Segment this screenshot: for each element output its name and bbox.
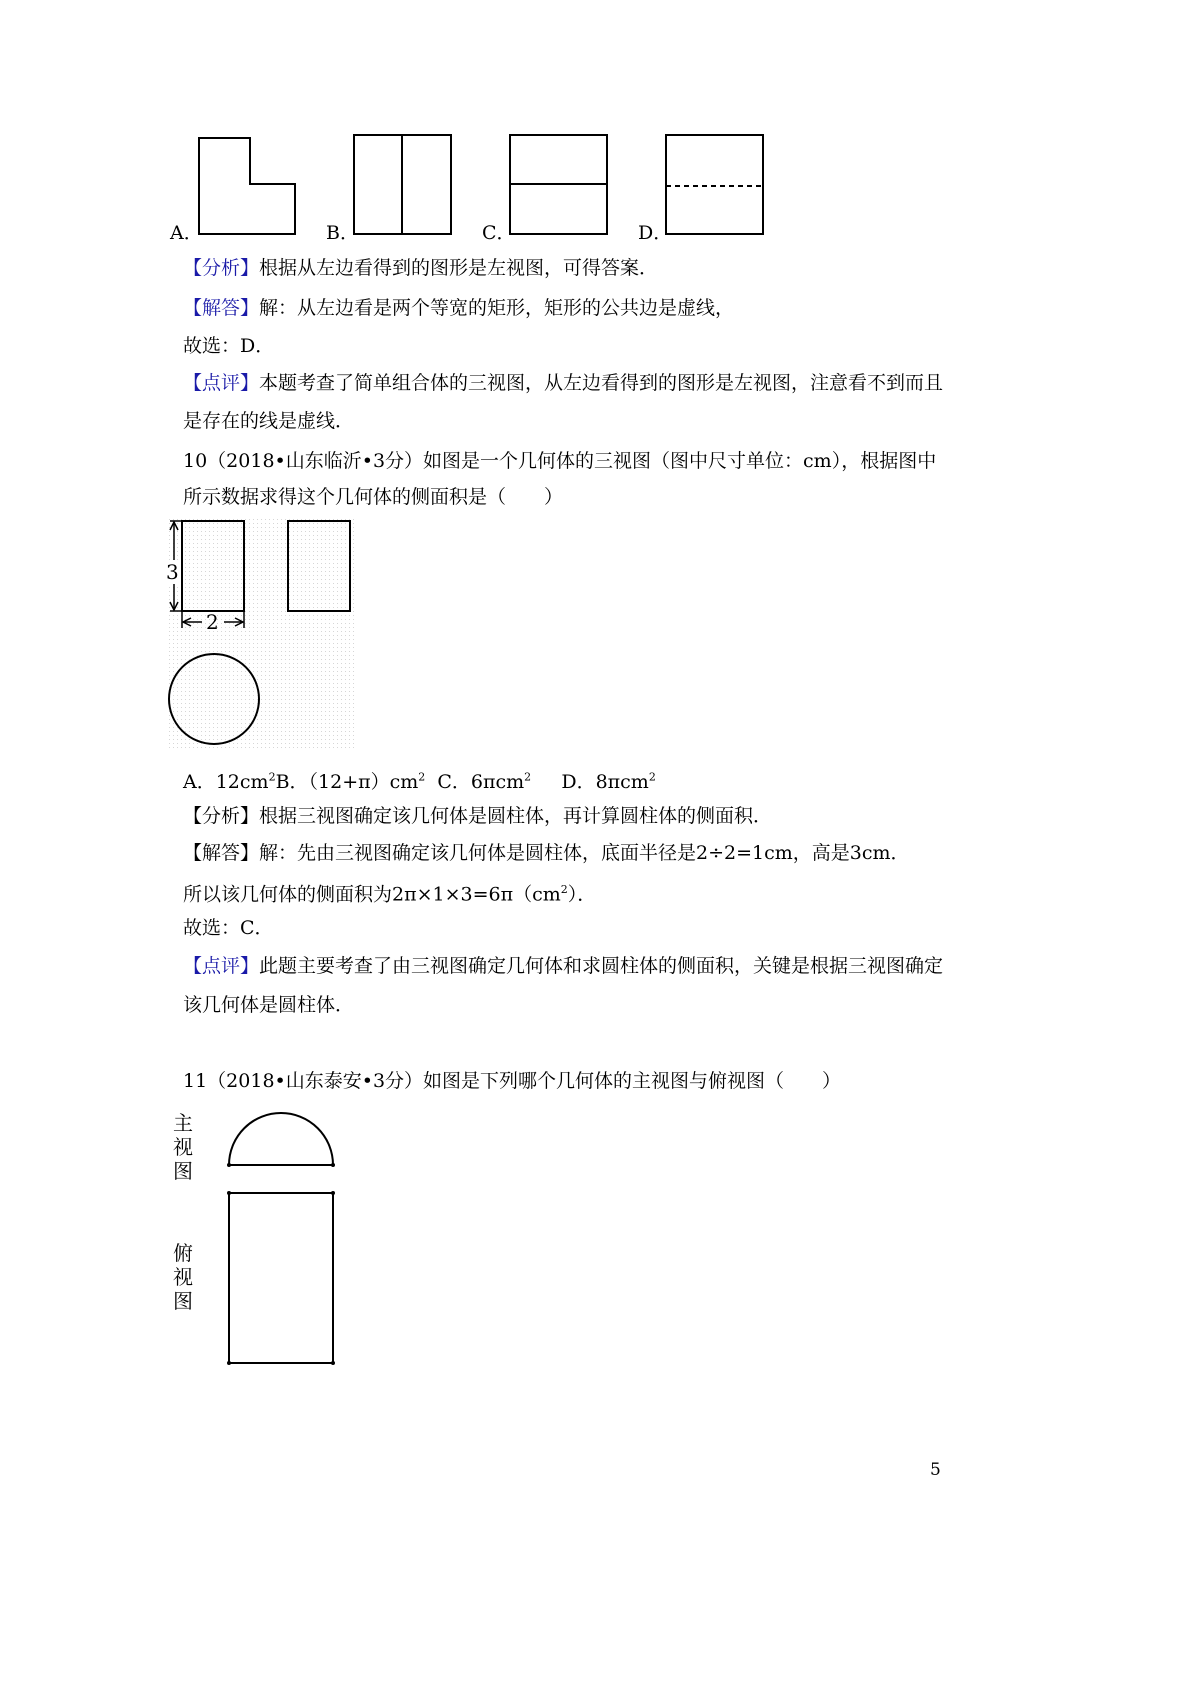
q11-view-figure: [220, 1105, 345, 1375]
main-view-label: 主 视 图: [173, 1111, 193, 1183]
comment-tag: 【点评】: [183, 372, 260, 394]
q10-stem-line2: 所示数据求得这个几何体的侧面积是（ ）: [183, 486, 564, 508]
answer-tag: 【解答】: [183, 297, 260, 319]
q9-choice: 故选：D．: [183, 335, 275, 357]
q10-option-b: B．$(12+\pi)cm^2$: [275, 771, 426, 794]
dim-width-label: 2: [206, 610, 219, 634]
q9-comment-cont: 是存在的线是虚线．: [183, 410, 355, 432]
comment-tag: 【点评】: [183, 955, 260, 977]
option-a-l-shape: [199, 138, 295, 234]
option-d-label: D．: [638, 222, 673, 244]
option-b-label: B．: [326, 222, 359, 244]
analysis-text: 根据三视图确定该几何体是圆柱体，再计算圆柱体的侧面积．: [259, 805, 773, 827]
q9-comment: [183, 370, 943, 396]
comment-text: 本题考查了简单组合体的三视图，从左边看得到的图形是左视图，注意看不到而且: [259, 372, 944, 394]
analysis-tag: 【分析】: [183, 257, 260, 279]
q10-three-view-figure: [168, 518, 358, 753]
analysis-text: 根据从左边看得到的图形是左视图，可得答案．: [259, 257, 659, 279]
q10-comment: [183, 953, 943, 979]
top-view-label: 俯 视 图: [173, 1241, 193, 1313]
q10-choice: 故选：C．: [183, 917, 274, 939]
q9-answer: [183, 295, 734, 321]
dim-height-label: 3: [166, 560, 179, 584]
option-d-figure: [666, 135, 763, 234]
analysis-tag: 【分析】: [183, 805, 260, 827]
q11-stem: 11（2018•山东泰安•3分）如图是下列哪个几何体的主视图与俯视图（ ）: [183, 1070, 842, 1092]
top-view-rect: [229, 1193, 333, 1363]
q10-option-d: D．8πcm$^2$: [561, 771, 656, 794]
q10-stem-line1: 10（2018•山东临沂•3分）如图是一个几何体的三视图（图中尺寸单位：cm），根据图中: [183, 450, 937, 472]
q10-answer: [183, 840, 910, 866]
answer-text: 解：从左边看是两个等宽的矩形，矩形的公共边是虚线，: [259, 297, 735, 319]
q10-option-a: A．$12cm^2$: [183, 771, 276, 794]
answer-text: 解：先由三视图确定该几何体是圆柱体，底面半径是2÷2=1cm，高是3cm．: [259, 842, 910, 864]
main-view-semicircle: [229, 1113, 333, 1165]
option-a-label: A．: [170, 222, 203, 244]
comment-text: 此题主要考查了由三视图确定几何体和求圆柱体的侧面积，关键是根据三视图确定: [259, 955, 944, 977]
q10-analysis: [183, 803, 772, 829]
option-c-label: C．: [482, 222, 516, 244]
q10-options: [183, 765, 656, 795]
q10-option-c: C．6πcm$^2$: [437, 771, 532, 794]
q9-analysis: [183, 255, 658, 281]
q10-comment-cont: 该几何体是圆柱体．: [183, 994, 355, 1016]
answer-tag: 【解答】: [183, 842, 260, 864]
page-number: 5: [930, 1460, 941, 1480]
q10-calc: 所以该几何体的侧面积为$2\pi\times 1\times 3=6\pi(cm^2)$．: [183, 883, 597, 906]
